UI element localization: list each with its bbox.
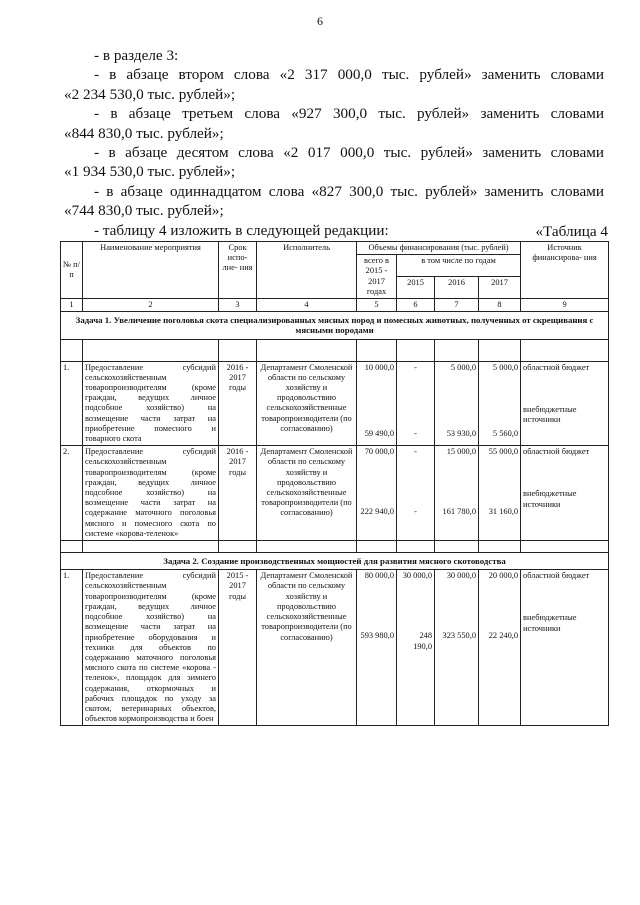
value-2016: 323 550,0 [442, 631, 476, 641]
table-header-row [61, 242, 609, 255]
task-row [61, 312, 609, 339]
row-name: Предоставление субсидий сельскохозяйственным товаропроизводителям (кроме граждан, ведущих личное подсобное хозяйство) на возмещение части затрат на приобретение помесного и товарного скота [83, 361, 219, 446]
row-2015 [397, 570, 435, 726]
value-2015: - [414, 362, 417, 372]
paragraph: «844 830,0 тыс. рублей»; [64, 124, 224, 142]
value-2015: - [414, 507, 417, 517]
value-source: областной бюджет [523, 447, 590, 457]
row-2017 [479, 570, 521, 726]
row-executor: Департамент Смоленской области по сельскому хозяйству и продовольствию сельскохозяйственные товаропроизводители (по согласованию) [257, 361, 357, 446]
row-2015 [397, 446, 435, 541]
row-num: 2. [61, 446, 83, 541]
header-year: 2017 [479, 277, 521, 299]
value-2017: 20 000,0 [488, 571, 519, 581]
table-row [61, 570, 609, 726]
row-2016 [435, 446, 479, 541]
value-total: 59 490,0 [364, 428, 394, 438]
row-total [357, 361, 397, 446]
header-volumes: Объемы финансирования (тыс. рублей) [357, 242, 521, 255]
value-2016: 15 000,0 [446, 447, 476, 457]
paragraph: - в разделе 3: [94, 47, 179, 64]
column-number: 4 [257, 299, 357, 312]
row-2017 [479, 446, 521, 541]
row-source [521, 570, 609, 726]
column-number: 5 [357, 299, 397, 312]
row-executor: Департамент Смоленской области по сельскому хозяйству и продовольствию сельскохозяйственные товаропроизводители (по согласованию) [257, 446, 357, 541]
header-term: Срок испо- лне- ния [219, 242, 257, 299]
paragraph: - в абзаце одиннадцатом слова «827 300,0 тыс. рублей» заменить словами [94, 182, 604, 200]
header-total: всего в 2015 - 2017 годах [357, 255, 397, 299]
column-number: 2 [83, 299, 219, 312]
value-source: областной бюджет [523, 571, 590, 581]
column-number: 3 [219, 299, 257, 312]
row-source [521, 446, 609, 541]
row-total [357, 570, 397, 726]
page-number: 6 [317, 14, 323, 28]
value-2017: 22 240,0 [488, 631, 519, 641]
header-year: 2016 [435, 277, 479, 299]
paragraph: «744 830,0 тыс. рублей»; [64, 202, 224, 220]
value-total: 10 000,0 [364, 362, 394, 372]
value-source: внебюджетные источники [523, 489, 577, 509]
paragraph: - в абзаце третьем слова «927 300,0 тыс. рублей» заменить словами [94, 105, 604, 123]
row-name: Предоставление субсидий сельскохозяйственным товаропроизводителям (кроме граждан, ведущих личное подсобное хозяйство) на возмещение части затрат на содержание маточного поголовья мясного и помесного скота по системе «корова-теленок» [83, 446, 219, 541]
value-source: внебюджетные источники [523, 404, 577, 425]
header-year: 2015 [397, 277, 435, 299]
table-row [61, 361, 609, 446]
value-total: 593 980,0 [360, 631, 394, 641]
document-body [64, 46, 604, 240]
row-term: 2015 - 2017 годы [219, 570, 257, 726]
value-2015: - [414, 428, 417, 438]
column-number: 7 [435, 299, 479, 312]
value-2016: 30 000,0 [446, 571, 476, 581]
value-2017: 5 000,0 [492, 362, 519, 372]
column-number-row [61, 299, 609, 312]
task-row [61, 553, 609, 570]
header-name: Наименование мероприятия [83, 242, 219, 299]
paragraph: - в абзаце втором слова «2 317 000,0 тыс. рублей» заменить словами [94, 66, 604, 84]
table-caption: «Таблица 4 [535, 223, 608, 240]
row-2017 [479, 361, 521, 446]
row-executor: Департамент Смоленской области по сельскому хозяйству и продовольствию сельскохозяйственные товаропроизводители (по согласованию) [257, 570, 357, 726]
value-total: 222 940,0 [360, 507, 394, 517]
value-total: 70 000,0 [364, 447, 394, 457]
value-source: областной бюджет [523, 362, 590, 372]
row-term: 2016 - 2017 годы [219, 446, 257, 541]
value-2017: 5 560,0 [492, 428, 519, 438]
paragraph: - таблицу 4 изложить в следующей редакции: [94, 221, 389, 239]
header-num: № п/п [61, 242, 83, 299]
column-number: 9 [521, 299, 609, 312]
value-2017: 55 000,0 [488, 447, 519, 457]
value-2015: - [414, 447, 417, 457]
table-row [61, 446, 609, 541]
value-2016: 161 780,0 [442, 507, 476, 517]
value-2015: 248 190,0 [413, 631, 432, 651]
value-total: 80 000,0 [364, 571, 394, 581]
financing-table [60, 241, 609, 726]
paragraph: «1 934 530,0 тыс. рублей»; [64, 163, 236, 181]
row-2016 [435, 570, 479, 726]
header-source: Источник финансирова- ния [521, 242, 609, 299]
header-executor: Исполнитель [257, 242, 357, 299]
task-title: Задача 1. Увеличение поголовья скота специализированных мясных пород и помесных животных, полученных от скрещивания с мясными породами [61, 312, 609, 339]
row-total [357, 446, 397, 541]
row-2015 [397, 361, 435, 446]
row-term: 2016 - 2017 годы [219, 361, 257, 446]
task-title: Задача 2. Создание производственных мощностей для развития мясного скотоводства [61, 553, 609, 570]
row-2016 [435, 361, 479, 446]
column-number: 1 [61, 299, 83, 312]
row-num: 1. [61, 361, 83, 446]
column-number: 6 [397, 299, 435, 312]
column-number: 8 [479, 299, 521, 312]
value-2016: 5 000,0 [450, 362, 476, 372]
row-source [521, 361, 609, 446]
value-2016: 53 930,0 [446, 428, 476, 438]
row-name: Предоставление субсидий сельскохозяйственным товаропроизводителям (кроме граждан, ведущих личное подсобное хозяйство) на возмещение части затрат на приобретение оборудования и техники для объектов по содержанию маточного поголовья мясного скота по системе «корова - теленок», площадок для зимнего содержания, откормочных и рабочих площадок по уходу за скотом, ветеринарных объектов, объектов кормопроизводства и боен [83, 570, 219, 726]
header-by-years: в том числе по годам [397, 255, 521, 277]
paragraph: - в абзаце десятом слова «2 017 000,0 тыс. рублей» заменить словами [94, 144, 604, 162]
paragraph: «2 234 530,0 тыс. рублей»; [64, 85, 236, 103]
value-2015: 30 000,0 [402, 571, 432, 581]
row-num: 1. [61, 570, 83, 726]
value-source: внебюджетные источники [523, 613, 577, 633]
value-2017: 31 160,0 [488, 507, 519, 517]
